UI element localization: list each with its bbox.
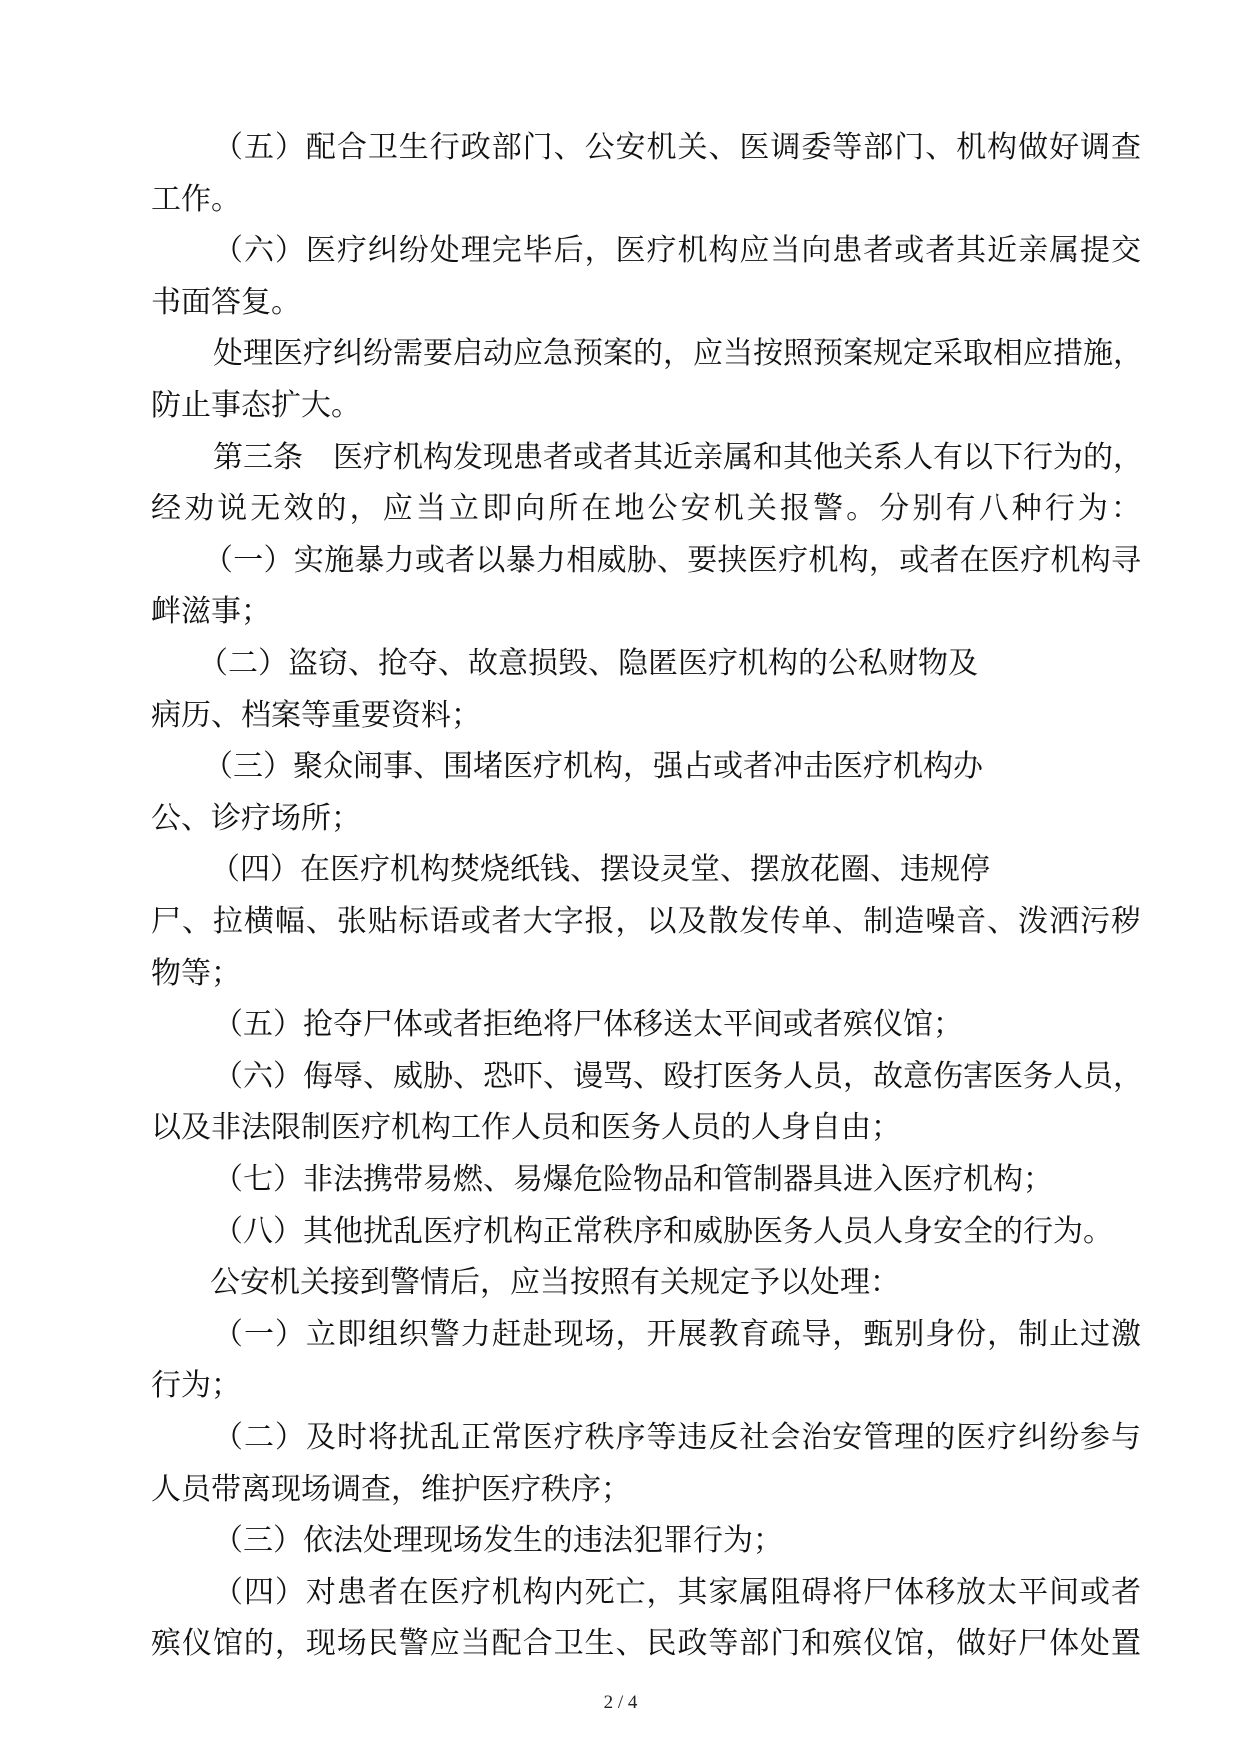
text-line: 人员带离现场调查，维护医疗秩序； [151, 1471, 631, 1507]
text-line: 殡仪馆的，现场民警应当配合卫生、民政等部门和殡仪馆，做好尸体处置 [151, 1626, 1141, 1662]
text-line: 尸、拉横幅、张贴标语或者大字报，以及散发传单、制造噪音、泼洒污秽 [151, 904, 1141, 939]
text-line: （二）盗窃、抢夺、故意损毁、隐匿医疗机构的公私财物及 [198, 646, 978, 681]
text-line: 行为； [151, 1368, 241, 1404]
text-line: 处理医疗纠纷需要启动应急预案的，应当按照预案规定采取相应措施， [213, 336, 1143, 372]
text-line: （四）对患者在医疗机构内死亡，其家属阻碍将尸体移放太平间或者 [213, 1574, 1141, 1610]
text-line: （六）侮辱、威胁、恐吓、谩骂、殴打医务人员，故意伤害医务人员， [213, 1058, 1143, 1094]
page-number: 2 / 4 [603, 1692, 638, 1713]
text-line: （七）非法携带易燃、易爆危险物品和管制器具进入医疗机构； [213, 1162, 1053, 1197]
text-line: 公、诊疗场所； [151, 800, 361, 836]
text-line: 公安机关接到警情后，应当按照有关规定予以处理： [210, 1265, 900, 1301]
text-line: （八）其他扰乱医疗机构正常秩序和威胁医务人员人身安全的行为。 [213, 1213, 1113, 1249]
text-line: （三）聚众闹事、围堵医疗机构，强占或者冲击医疗机构办 [203, 749, 983, 785]
text-line: 防止事态扩大。 [151, 388, 361, 423]
text-line: 衅滋事； [151, 594, 271, 630]
text-line: 以及非法限制医疗机构工作人员和医务人员的人身自由； [151, 1110, 901, 1146]
text-line: （六）医疗纠纷处理完毕后，医疗机构应当向患者或者其近亲属提交 [213, 233, 1141, 269]
text-line: （四）在医疗机构焚烧纸钱、摆设灵堂、摆放花圈、违规停 [210, 852, 990, 888]
text-line: 物等； [151, 955, 241, 991]
text-line: （五）配合卫生行政部门、公安机关、医调委等部门、机构做好调查 [213, 130, 1141, 165]
text-line: （五）抢夺尸体或者拒绝将尸体移送太平间或者殡仪馆； [213, 1007, 963, 1043]
text-line: 病历、档案等重要资料； [151, 697, 481, 733]
text-line: 工作。 [151, 181, 241, 217]
text-line: （二）及时将扰乱正常医疗秩序等违反社会治安管理的医疗纠纷参与 [213, 1420, 1141, 1455]
text-line: 书面答复。 [151, 284, 301, 320]
text-line: 经劝说无效的，应当立即向所在地公安机关报警。分别有八种行为： [151, 491, 1141, 527]
text-line: （一）立即组织警力赶赴现场，开展教育疏导，甄别身份，制止过激 [213, 1316, 1141, 1352]
text-line: 第三条 医疗机构发现患者或者其近亲属和其他关系人有以下行为的， [213, 439, 1143, 475]
text-line: （一）实施暴力或者以暴力相威胁、要挟医疗机构，或者在医疗机构寻 [203, 542, 1141, 578]
text-line: （三）依法处理现场发生的违法犯罪行为； [213, 1523, 783, 1559]
